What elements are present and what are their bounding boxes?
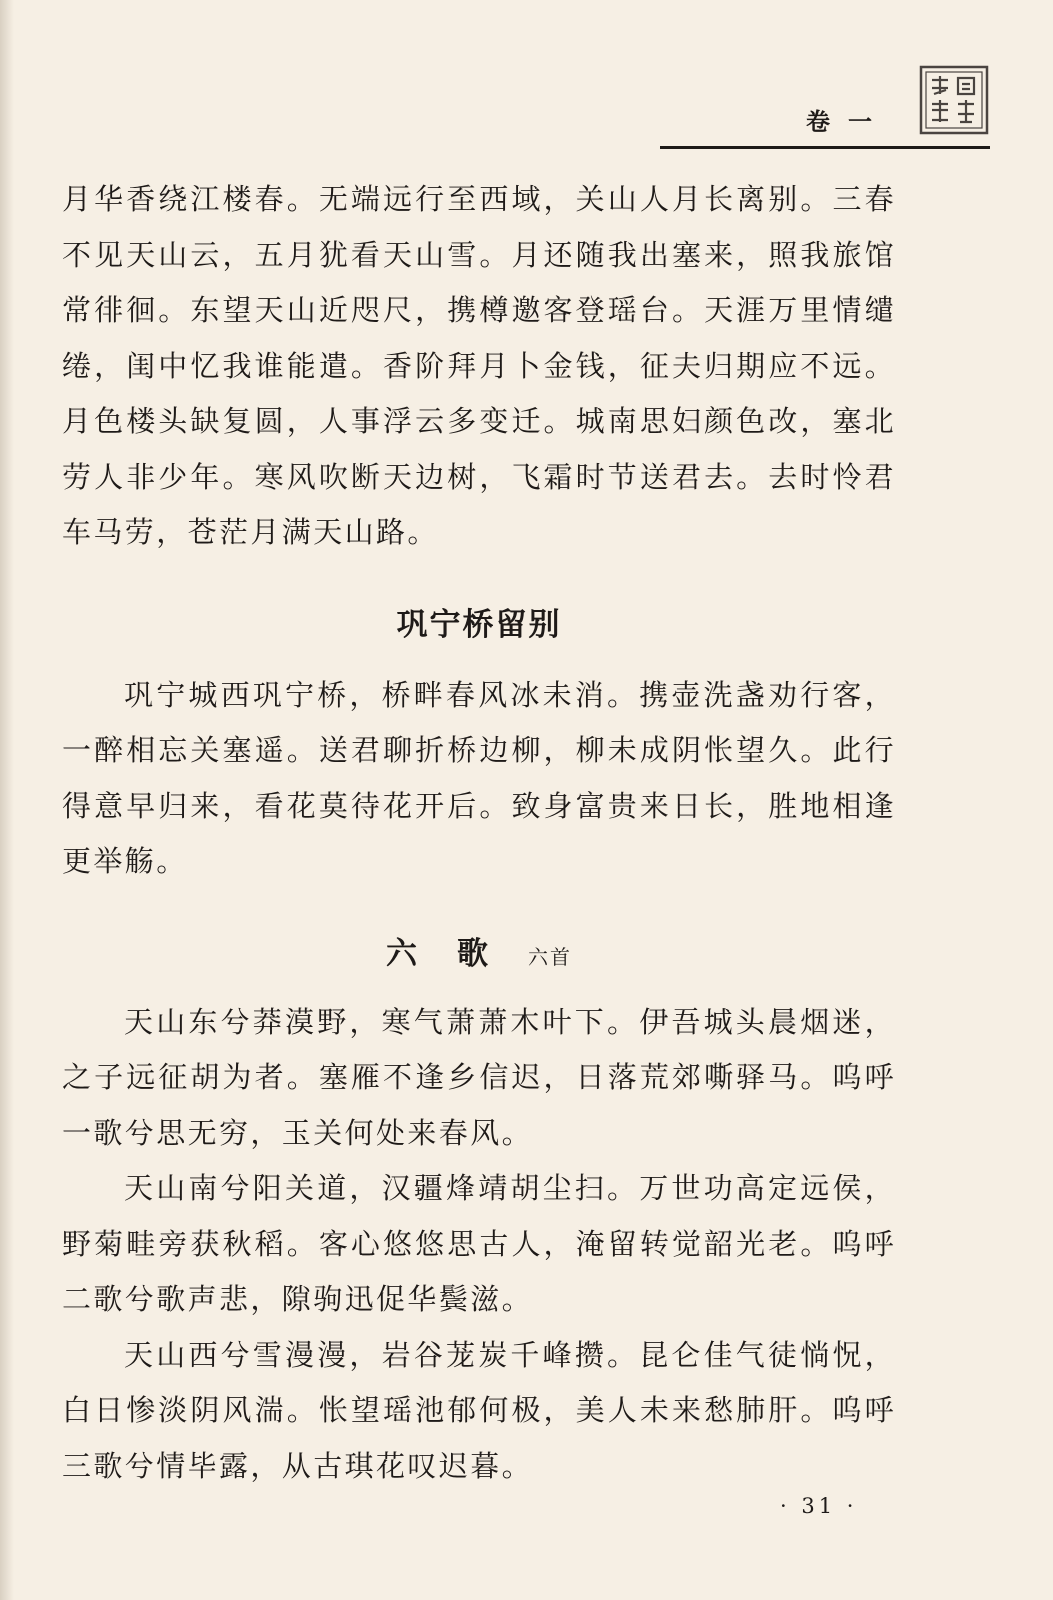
header-rule (660, 146, 990, 149)
poem-title-note: 六首 (528, 944, 572, 969)
poem-title-liuge (62, 928, 896, 973)
poem-title-text: 六歌 (386, 935, 528, 972)
stanza-2: 天山南兮阳关道，汉疆烽靖胡尘扫。万世功高定远侯，野菊畦旁获秋稻。客心悠悠思古人，淹留转觉韶光老。呜呼二歌兮歌声悲，隙驹迅促华鬓滋。 (62, 1171, 896, 1316)
running-header: 卷一 (806, 108, 890, 136)
poem-continuation: 月华香绕江楼春。无端远行至西域，关山人月长离别。三春不见天山云，五月犹看天山雪。月还随我出塞来，照我旅馆常徘徊。东望天山近咫尺，携樽邀客登瑶台。天涯万里情缱绻，闺中忆我谁能遣。香阶拜月卜金钱，征夫归期应不远。月色楼头缺复圆，人事浮云多变迁。城南思妇颜色改，塞北劳人非少年。寒风吹断天边树，飞霜时节送君去。去时怜君车马劳，苍茫月满天山路。 (62, 182, 896, 549)
stanza-1: 天山东兮莽漠野，寒气萧萧木叶下。伊吾城头晨烟迷，之子远征胡为者。塞雁不逢乡信迟，日落荒郊嘶驿马。呜呼一歌兮思无穷，玉关何处来春风。 (62, 1004, 896, 1150)
poem-title-gongning: 巩宁桥留别 (396, 606, 562, 643)
page-number: · 31 · (780, 1494, 858, 1518)
seal-stamp-icon (918, 64, 990, 136)
poem-body-gongning: 巩宁城西巩宁桥，桥畔春风冰未消。携壶洗盏劝行客，一醉相忘关塞遥。送君聊折桥边柳，柳未成阴怅望久。此行得意早归来，看花莫待花开后。致身富贵来日长，胜地相逢更举觞。 (62, 677, 896, 878)
stanza-3: 天山西兮雪漫漫，岩谷茏炭千峰攒。昆仑佳气徒惝怳，白日惨淡阴风湍。怅望瑶池郁何极，美人未来愁肺肝。呜呼三歌兮情毕露，从古琪花叹迟暮。 (62, 1337, 896, 1483)
main-text (62, 172, 896, 1494)
